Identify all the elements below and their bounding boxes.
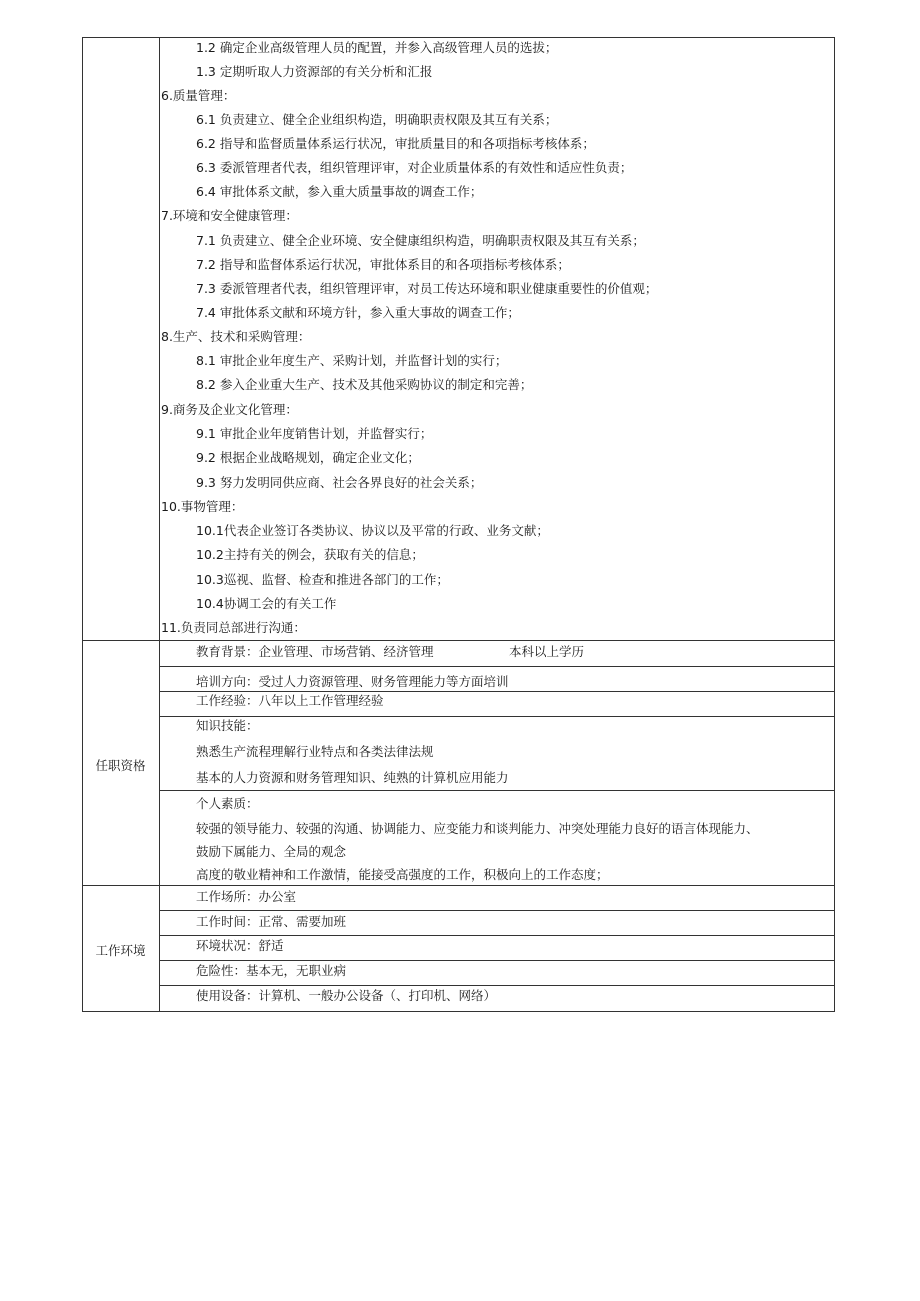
row-divider — [159, 790, 835, 791]
duty-1-2: 1.2 确定企业高级管理人员的配置，并参入高级管理人员的选拔； — [196, 40, 558, 55]
duty-6-1: 6.1 负责建立、健全企业组织构造，明确职责权限及其互有关系； — [196, 112, 558, 127]
duty-9-1: 9.1 审批企业年度销售计划，并监督实行； — [196, 426, 433, 441]
row-divider — [159, 716, 835, 717]
danger-level: 危险性：基本无，无职业病 — [196, 963, 347, 978]
work-place: 工作场所：办公室 — [196, 889, 297, 904]
section-7-heading: 7.环境和安全健康管理： — [161, 208, 298, 223]
work-experience: 工作经验：八年以上工作管理经验 — [196, 693, 384, 708]
column-divider — [159, 37, 160, 1012]
duty-8-1: 8.1 审批企业年度生产、采购计划，并监督计划的实行； — [196, 353, 508, 368]
duty-6-2: 6.2 指导和监督质量体系运行状况，审批质量目的和各项指标考核体系； — [196, 136, 595, 151]
skills-line-2: 基本的人力资源和财务管理知识、纯熟的计算机应用能力 — [196, 770, 509, 785]
qualifications-label: 任职资格 — [95, 758, 146, 773]
duty-10-4: 10.4协调工会的有关工作 — [196, 596, 337, 611]
duty-7-4: 7.4 审批体系文献和环境方针，参入重大事故的调查工作； — [196, 305, 520, 320]
personal-quality-line-3: 高度的敬业精神和工作激情，能接受高强度的工作，积极向上的工作态度； — [196, 867, 609, 882]
row-divider — [159, 910, 835, 911]
duty-7-1: 7.1 负责建立、健全企业环境、安全健康组织构造，明确职责权限及其互有关系； — [196, 233, 645, 248]
duty-1-3: 1.3 定期听取人力资源部的有关分析和汇报 — [196, 64, 433, 79]
personal-quality-line-1: 较强的领导能力、较强的沟通、协调能力、应变能力和谈判能力、冲突处理能力良好的语言体现能力、 — [196, 821, 759, 836]
row-divider — [159, 985, 835, 986]
section-6-heading: 6.质量管理： — [161, 88, 236, 103]
training-direction: 培训方向：受过人力资源管理、财务管理能力等方面培训 — [196, 674, 509, 689]
personal-quality-title: 个人素质： — [196, 796, 259, 811]
duty-10-2: 10.2主持有关的例会，获取有关的信息； — [196, 547, 424, 562]
section-10-heading: 10.事物管理： — [161, 499, 244, 514]
duty-10-3: 10.3巡视、监督、检查和推进各部门的工作； — [196, 572, 449, 587]
environment-condition: 环境状况：舒适 — [196, 938, 284, 953]
duty-8-2: 8.2 参入企业重大生产、技术及其他采购协议的制定和完善； — [196, 377, 533, 392]
degree-requirement: 本科以上学历 — [509, 644, 585, 659]
skills-title: 知识技能： — [196, 718, 259, 733]
personal-quality-line-2: 鼓励下属能力、全局的观念 — [196, 844, 347, 859]
equipment-used: 使用设备：计算机、一般办公设备（、打印机、网络） — [196, 988, 497, 1003]
work-time: 工作时间：正常、需要加班 — [196, 914, 347, 929]
section-divider — [82, 885, 835, 886]
duty-9-2: 9.2 根据企业战略规划，确定企业文化； — [196, 450, 420, 465]
section-8-heading: 8.生产、技术和采购管理： — [161, 329, 311, 344]
section-divider — [82, 640, 835, 641]
duty-7-2: 7.2 指导和监督体系运行状况，审批体系目的和各项指标考核体系； — [196, 257, 570, 272]
section-9-heading: 9.商务及企业文化管理： — [161, 402, 298, 417]
row-divider — [159, 666, 835, 667]
duty-6-4: 6.4 审批体系文献，参入重大质量事故的调查工作； — [196, 184, 483, 199]
environment-label: 工作环境 — [95, 943, 146, 958]
education-background: 教育背景：企业管理、市场营销、经济管理 — [196, 644, 434, 659]
section-11-heading: 11.负责同总部进行沟通： — [161, 620, 306, 635]
duty-7-3: 7.3 委派管理者代表，组织管理评审，对员工传达环境和职业健康重要性的价值观； — [196, 281, 658, 296]
duty-6-3: 6.3 委派管理者代表，组织管理评审，对企业质量体系的有效性和适应性负责； — [196, 160, 633, 175]
row-divider — [159, 960, 835, 961]
row-divider — [159, 691, 835, 692]
duty-9-3: 9.3 努力发明同供应商、社会各界良好的社会关系； — [196, 475, 483, 490]
row-divider — [159, 935, 835, 936]
duty-10-1: 10.1代表企业签订各类协议、协议以及平常的行政、业务文献； — [196, 523, 549, 538]
skills-line-1: 熟悉生产流程理解行业特点和各类法律法规 — [196, 744, 434, 759]
